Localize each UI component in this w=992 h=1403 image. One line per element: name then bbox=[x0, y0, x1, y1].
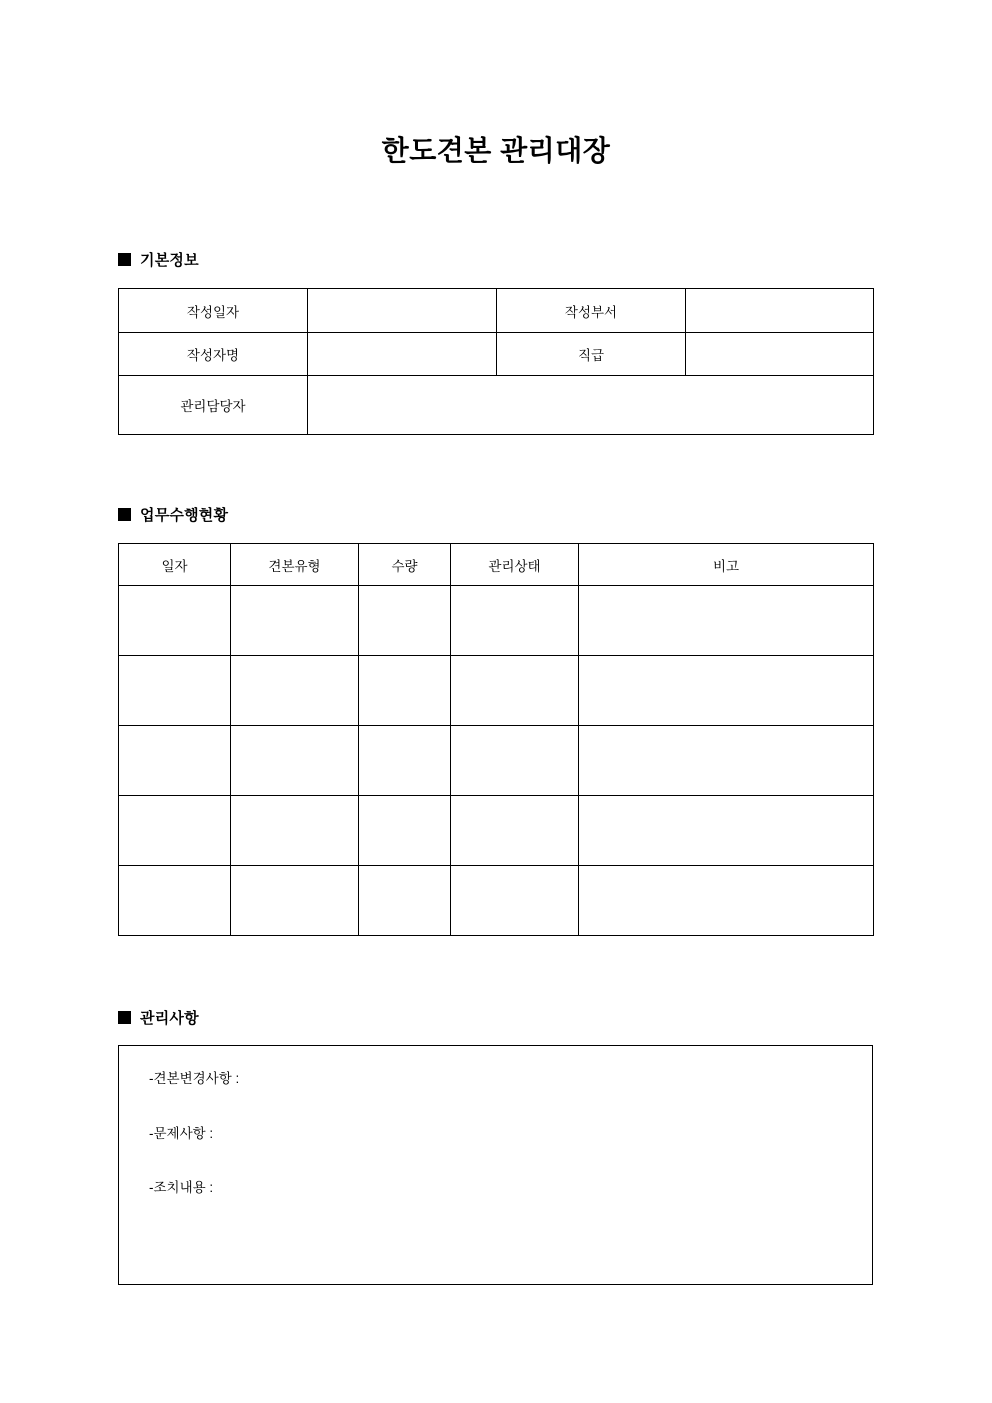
cell-date[interactable] bbox=[119, 796, 231, 866]
cell-remarks[interactable] bbox=[579, 726, 874, 796]
label-position: 직급 bbox=[497, 333, 686, 376]
page-title: 한도견본 관리대장 bbox=[381, 135, 611, 166]
cell-remarks[interactable] bbox=[579, 586, 874, 656]
cell-sample-type[interactable] bbox=[231, 866, 359, 936]
table-row bbox=[119, 866, 874, 936]
value-department[interactable] bbox=[686, 289, 874, 333]
cell-sample-type[interactable] bbox=[231, 656, 359, 726]
column-header-date: 일자 bbox=[119, 544, 231, 586]
label-creation-date: 작성일자 bbox=[119, 289, 308, 333]
cell-management-state[interactable] bbox=[451, 726, 579, 796]
value-manager[interactable] bbox=[308, 376, 874, 435]
table-row bbox=[119, 726, 874, 796]
column-header-management-state: 관리상태 bbox=[451, 544, 579, 586]
table-row bbox=[119, 796, 874, 866]
table-row bbox=[119, 586, 874, 656]
cell-quantity[interactable] bbox=[359, 796, 451, 866]
cell-sample-type[interactable] bbox=[231, 796, 359, 866]
cell-remarks[interactable] bbox=[579, 796, 874, 866]
cell-management-state[interactable] bbox=[451, 586, 579, 656]
cell-date[interactable] bbox=[119, 656, 231, 726]
table-row bbox=[119, 376, 874, 435]
work-status-table bbox=[118, 543, 874, 936]
cell-date[interactable] bbox=[119, 726, 231, 796]
value-position[interactable] bbox=[686, 333, 874, 376]
table-row bbox=[119, 333, 874, 376]
black-square-icon bbox=[118, 253, 131, 266]
management-notes-box[interactable] bbox=[118, 1045, 873, 1285]
black-square-icon bbox=[118, 1011, 131, 1024]
note-line-issues: -문제사항 : bbox=[149, 1125, 214, 1141]
cell-quantity[interactable] bbox=[359, 656, 451, 726]
black-square-icon bbox=[118, 508, 131, 521]
cell-management-state[interactable] bbox=[451, 656, 579, 726]
cell-quantity[interactable] bbox=[359, 866, 451, 936]
section-heading-label: 기본정보 bbox=[140, 252, 199, 269]
cell-remarks[interactable] bbox=[579, 866, 874, 936]
table-header-row bbox=[119, 544, 874, 586]
section-heading-label: 관리사항 bbox=[140, 1010, 199, 1027]
cell-sample-type[interactable] bbox=[231, 726, 359, 796]
cell-date[interactable] bbox=[119, 586, 231, 656]
label-department: 작성부서 bbox=[497, 289, 686, 333]
section-heading-label: 업무수행현황 bbox=[140, 507, 229, 524]
cell-quantity[interactable] bbox=[359, 726, 451, 796]
value-author-name[interactable] bbox=[308, 333, 497, 376]
label-manager: 관리담당자 bbox=[119, 376, 308, 435]
column-header-quantity: 수량 bbox=[359, 544, 451, 586]
cell-date[interactable] bbox=[119, 866, 231, 936]
cell-remarks[interactable] bbox=[579, 656, 874, 726]
column-header-sample-type: 견본유형 bbox=[231, 544, 359, 586]
section-heading-work-status bbox=[118, 504, 228, 525]
section-heading-management-notes bbox=[118, 1007, 199, 1028]
cell-sample-type[interactable] bbox=[231, 586, 359, 656]
table-row bbox=[119, 656, 874, 726]
column-header-remarks: 비고 bbox=[579, 544, 874, 586]
cell-management-state[interactable] bbox=[451, 796, 579, 866]
section-heading-basic-info bbox=[118, 249, 199, 270]
basic-info-table bbox=[118, 288, 874, 435]
note-line-sample-change: -견본변경사항 : bbox=[149, 1071, 240, 1086]
cell-quantity[interactable] bbox=[359, 586, 451, 656]
table-row bbox=[119, 289, 874, 333]
cell-management-state[interactable] bbox=[451, 866, 579, 936]
label-author-name: 작성자명 bbox=[119, 333, 308, 376]
value-creation-date[interactable] bbox=[308, 289, 497, 333]
note-line-actions: -조치내용 : bbox=[149, 1180, 214, 1195]
